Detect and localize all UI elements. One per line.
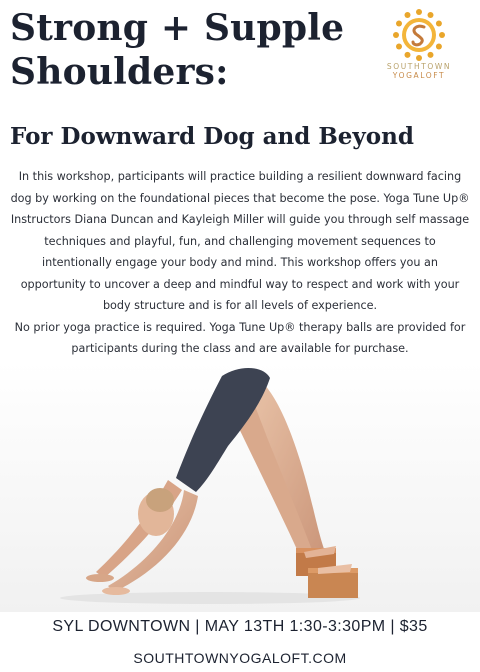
event-description (10, 166, 470, 360)
title-line-1: Strong + Supple (10, 7, 345, 49)
event-details: SYL DOWNTOWN | MAY 13TH 1:30-3:30PM | $35 (52, 618, 428, 635)
logo-text-southtown: SOUTHTOWN (386, 62, 452, 71)
description-paragraph-1: In this workshop, participants will practice building a resilient downward facing dog by working on the foundational pieces that become the pose. Yoga Tune Up® Instructors Diana Duncan and Kayleigh Miller will guide you through self massage techniques and playful, fun, and challenging movement sequences to intentionally engage your body and mind. This workshop offers you an opportunity to uncover a deep and mindful way to respect and work with your body structure and is for all levels of experience. (10, 170, 470, 312)
event-subtitle: For Downward Dog and Beyond (10, 123, 414, 150)
website-link[interactable]: SOUTHTOWNYOGALOFT.COM (133, 650, 347, 666)
downward-dog-photo (0, 362, 480, 612)
event-title (10, 6, 390, 94)
title-line-2: Shoulders: (10, 51, 229, 93)
description-paragraph-2: No prior yoga practice is required. Yoga Tune Up® therapy balls are provided for participants during the class and are available for purchase. (14, 320, 466, 355)
studio-logo (376, 8, 462, 88)
sun-spiral-logo-icon (392, 8, 446, 62)
logo-text-yogaloft: YOGALOFT (392, 71, 446, 80)
